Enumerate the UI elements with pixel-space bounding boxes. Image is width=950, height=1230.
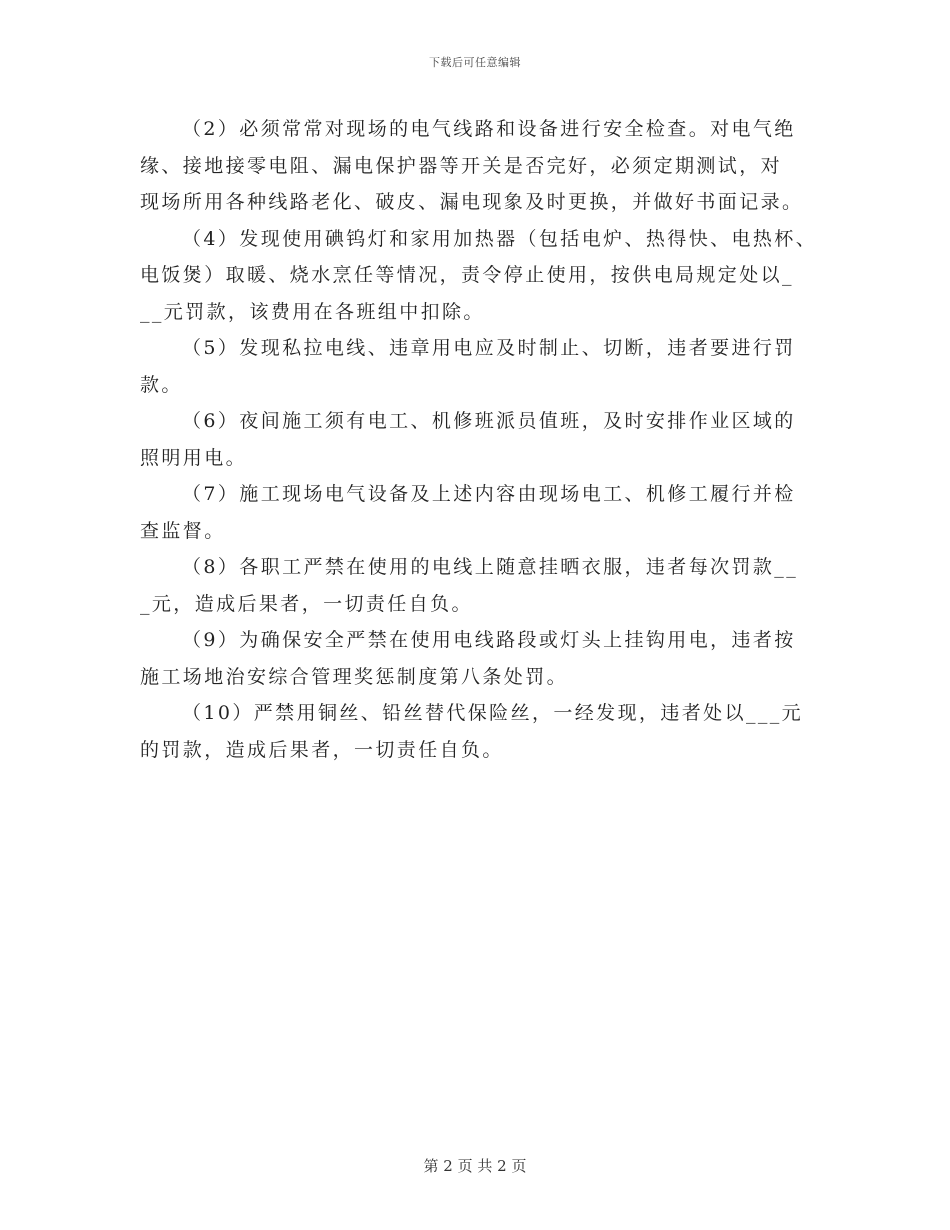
- paragraph-line: （5）发现私拉电线、违章用电应及时制止、切断，违者要进行罚: [182, 337, 796, 359]
- paragraph-2: [140, 111, 812, 221]
- document-body: [140, 111, 818, 768]
- paragraph-7: [140, 476, 812, 549]
- paragraph-9: [140, 622, 812, 695]
- page-header-note: 下载后可任意编辑: [429, 56, 521, 69]
- paragraph-line: 现场所用各种线路老化、破皮、漏电现象及时更换，并做好书面记录。: [140, 191, 804, 213]
- paragraph-line: 的罚款，造成后果者，一切责任自负。: [140, 738, 504, 761]
- paragraph-5: [140, 330, 812, 403]
- paragraph-line: （6）夜间施工须有电工、机修班派员值班，及时安排作业区域的: [182, 410, 796, 432]
- paragraph-6: [140, 403, 812, 476]
- paragraph-4: [140, 221, 818, 331]
- paragraph-line: （7）施工现场电气设备及上述内容由现场电工、机修工履行并检: [182, 483, 796, 505]
- paragraph-line: （9）为确保安全严禁在使用电线路段或灯头上挂钩用电，违者按: [182, 629, 796, 651]
- paragraph-line: （8）各职工严禁在使用的电线上随意挂晒衣服，违者每次罚款__: [182, 556, 799, 578]
- paragraph-8: [140, 549, 812, 622]
- paragraph-line: （2）必须常常对现场的电气线路和设备进行安全检查。对电气绝: [182, 118, 796, 140]
- paragraph-line: 查监督。: [140, 519, 226, 542]
- paragraph-line: （10）严禁用铜丝、铅丝替代保险丝，一经发现，违者处以___元: [182, 702, 804, 724]
- page-number: 第 2 页 共 2 页: [423, 1157, 527, 1175]
- paragraph-line: 缘、接地接零电阻、漏电保护器等开关是否完好，必须定期测试，对: [140, 154, 783, 177]
- paragraph-line: __元罚款，该费用在各班组中扣除。: [140, 300, 485, 323]
- paragraph-line: 电饭煲）取暖、烧水烹任等情况，责令停止使用，按供电局规定处以_: [140, 264, 794, 286]
- paragraph-10: [140, 695, 812, 768]
- paragraph-line: 款。: [140, 373, 183, 396]
- paragraph-line: 施工场地治安综合管理奖惩制度第八条处罚。: [140, 665, 569, 688]
- paragraph-line: （4）发现使用碘钨灯和家用加热器（包括电炉、热得快、电热杯、: [182, 227, 818, 250]
- paragraph-line: _元，造成后果者，一切责任自负。: [140, 592, 473, 615]
- paragraph-line: 照明用电。: [140, 446, 248, 469]
